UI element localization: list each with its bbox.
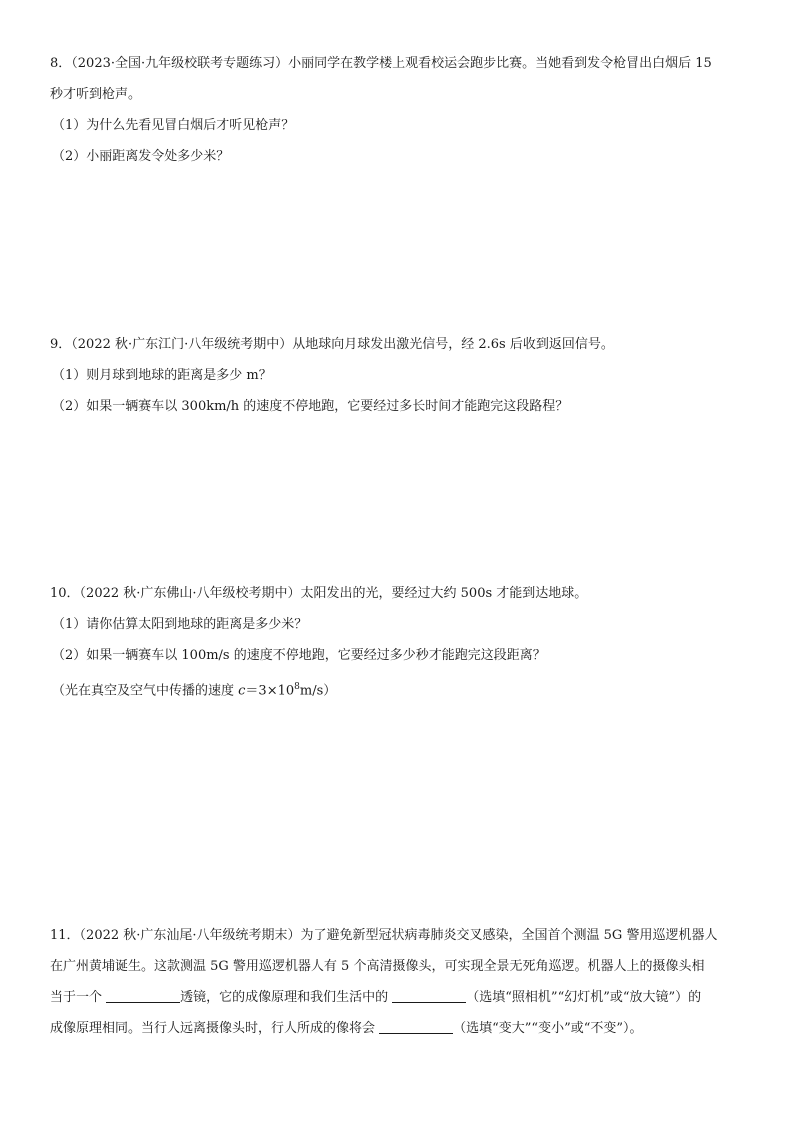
question-11-stem-line-1: 11．（2022 秋·广东汕尾·八年级统考期末）为了避免新型冠状病毒肺炎交叉感染，全国首个测温 5G 警用巡逻机器人 [50,928,718,943]
question-9-stem: 9．（2022 秋·广东江门·八年级统考期中）从地球向月球发出激光信号，经 2.6s 后收到返回信号。 [50,337,614,352]
question-10-part-1: （1）请你估算太阳到地球的距离是多少米？ [52,617,308,632]
line4-text-a: 成像原理相同。当行人远离摄像头时，行人所成的像将会 [50,1021,380,1036]
question-10 [50,584,750,708]
answer-blank-device[interactable] [392,988,466,1003]
question-8-part-2: （2）小丽距离发令处多少米？ [52,149,230,164]
question-8-stem-line-2: 秒才听到枪声。 [50,87,142,102]
question-11-stem-line-3 [50,988,750,1008]
line3-text-a: 当于一个 [50,990,107,1005]
line3-text-b: 透镜，它的成像原理和我们生活中的 [180,990,393,1005]
question-10-note [50,677,750,697]
question-11-stem-line-4 [50,1019,750,1039]
question-11 [50,926,750,1050]
answer-blank-image-change[interactable] [379,1019,453,1034]
note-equals: ＝3×10 [245,683,295,699]
note-exponent: 8 [294,682,300,692]
question-9-part-1: （1）则月球到地球的距离是多少 m？ [52,368,272,383]
line4-text-b: （选填“变大”“变小”或“不变”）。 [453,1021,643,1036]
question-10-part-2: （2）如果一辆赛车以 100m/s 的速度不停地跑，它要经过多少秒才能跑完这段距离？ [52,648,546,663]
answer-blank-lens-type[interactable] [106,988,180,1003]
question-8-stem-line-1: 8．（2023·全国·九年级校联考专题练习）小丽同学在教学楼上观看校运会跑步比赛。当她看到发令枪冒出白烟后 15 [50,56,712,71]
note-prefix: （光在真空及空气中传播的速度 [52,683,239,699]
question-8 [50,54,750,178]
light-speed-symbol: c [238,683,246,699]
question-9-part-2: （2）如果一辆赛车以 300km/h 的速度不停地跑，它要经过多长时间才能跑完这段路程？ [52,399,569,414]
question-9 [50,335,750,428]
question-11-stem-line-2: 在广州黄埔诞生。这款测温 5G 警用巡逻机器人有 5 个高清摄像头，可实现全景无死角巡逻。机器人上的摄像头相 [50,959,705,974]
question-8-part-1: （1）为什么先看见冒白烟后才听见枪声？ [52,118,295,133]
question-10-stem: 10．（2022 秋·广东佛山·八年级校考期中）太阳发出的光，要经过大约 500s 才能到达地球。 [50,586,588,601]
note-unit: m/s） [299,683,337,699]
line3-text-c: （选填“照相机”“幻灯机”或“放大镜”）的 [466,990,702,1005]
